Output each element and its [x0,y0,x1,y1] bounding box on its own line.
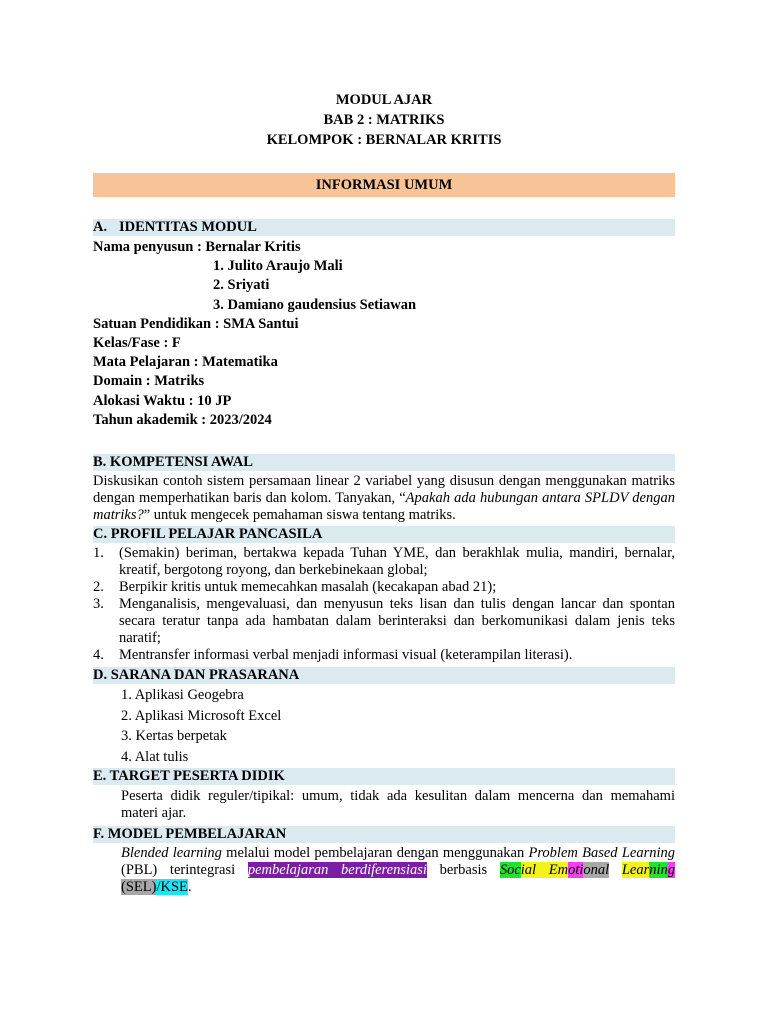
kse-highlight: /KSE [156,879,188,896]
sel-highlight-segment: Lear [621,862,650,879]
section-a-letter: A. [93,219,108,235]
kelas-line: Kelas/Fase : F [93,335,181,352]
section-a-heading [93,219,675,236]
document-content [93,90,675,896]
section-f-heading: F. MODEL PEMBELAJARAN [93,826,675,843]
member-item: 1. Julito Araujo Mali [213,258,343,275]
pbl-term: Problem Based Learning [528,845,675,862]
kompetensi-text-2: ” untuk mengecek pemahaman siswa tentang matriks. [143,507,456,524]
list-item [93,596,675,647]
title-line-kelompok: KELOMPOK : BERNALAR KRITIS [266,132,502,148]
list-text: Menganalisis, mengevaluasi, dan menyusun teks lisan dan tulis dengan lancar dan spontan secara teratur tanpa ada hambatan dalam berinteraksi dan berkomunikasi dalam jenis teks naratif; [119,596,675,647]
section-c-heading: C. PROFIL PELAJAR PANCASILA [93,526,675,543]
list-number: 4. [93,647,104,664]
list-text: Berpikir kritis untuk memecahkan masalah (kecakapan abad 21); [119,579,497,596]
penyusun-line: Nama penyusun : Bernalar Kritis [93,239,301,255]
identitas-block [93,238,675,430]
domain-line: Domain : Matriks [93,373,205,390]
sel-highlight-segment: nin [649,862,668,879]
list-number: 2. [93,579,104,596]
list-text: (Semakin) beriman, bertakwa kepada Tuhan YME, dan berakhlak mulia, mandiri, bernalar, kreatif, bergotong royong, dan berkebinekaan global; [119,545,675,579]
member-item: 3. Damiano gaudensius Setiawan [213,296,417,313]
model-text-end: . [187,879,192,896]
list-item [93,647,675,664]
target-peserta-text: Peserta didik reguler/tipikal: umum, tidak ada kesulitan dalam mencerna dan memahami materi ajar. [121,788,675,822]
sel-highlight-segment: ial Em [520,862,569,879]
list-item: 2. Aplikasi Microsoft Excel [121,707,282,724]
section-b-heading: B. KOMPETENSI AWAL [93,454,675,471]
list-item: 4. Alat tulis [121,748,189,765]
model-text-segment: berbasis [426,862,500,879]
title-line-modul: MODUL AJAR [335,92,433,108]
list-number: 1. [93,545,104,562]
list-item [93,579,675,596]
sel-highlight-segment: onal [583,862,610,879]
section-e-heading: E. TARGET PESERTA DIDIK [93,768,675,785]
list-text: Mentransfer informasi verbal menjadi informasi visual (keterampilan literasi). [119,647,573,664]
kompetensi-awal-text [93,473,675,524]
sel-highlight-segment: g [667,862,676,879]
list-number: 3. [93,596,104,613]
document-title [93,90,675,150]
model-text-segment: melalui model pembelajaran dengan menggunakan [221,845,529,862]
profil-list [93,545,675,664]
list-item: 3. Kertas berpetak [121,728,227,745]
member-item: 2. Sriyati [213,277,270,294]
list-item [93,545,675,579]
model-pembelajaran-text [93,845,675,896]
alokasi-line: Alokasi Waktu : 10 JP [93,392,232,409]
blended-learning-term: Blended learning [121,845,222,862]
informasi-umum-banner: INFORMASI UMUM [93,173,675,197]
section-d-heading: D. SARANA DAN PRASARANA [93,667,675,684]
title-line-bab: BAB 2 : MATRIKS [323,112,445,128]
sel-highlight-segment: oti [568,862,584,879]
kompetensi-question: Apakah ada hubungan antara SPLDV dengan matriks? [93,490,675,524]
sarana-list [93,685,675,767]
list-item: 1. Aplikasi Geogebra [121,687,244,704]
section-a-title: IDENTITAS MODUL [119,219,257,235]
diferensiasi-highlight: pembelajaran berdiferensiasi [247,862,427,879]
mapel-line: Mata Pelajaran : Matematika [93,354,278,371]
model-text-segment: (PBL) terintegrasi [121,862,248,879]
satuan-line: Satuan Pendidikan : SMA Santui [93,315,299,332]
tahun-line: Tahun akademik : 2023/2024 [93,411,272,428]
sel-highlight-segment: (SEL) [121,879,157,896]
sel-highlight-segment: Soc [499,862,521,879]
kompetensi-text-1: Diskusikan contoh sistem persamaan linear 2 variabel yang disusun dengan menggunakan matriks dengan memperhatikan baris dan kolom. Tanyakan, “ [93,473,675,507]
